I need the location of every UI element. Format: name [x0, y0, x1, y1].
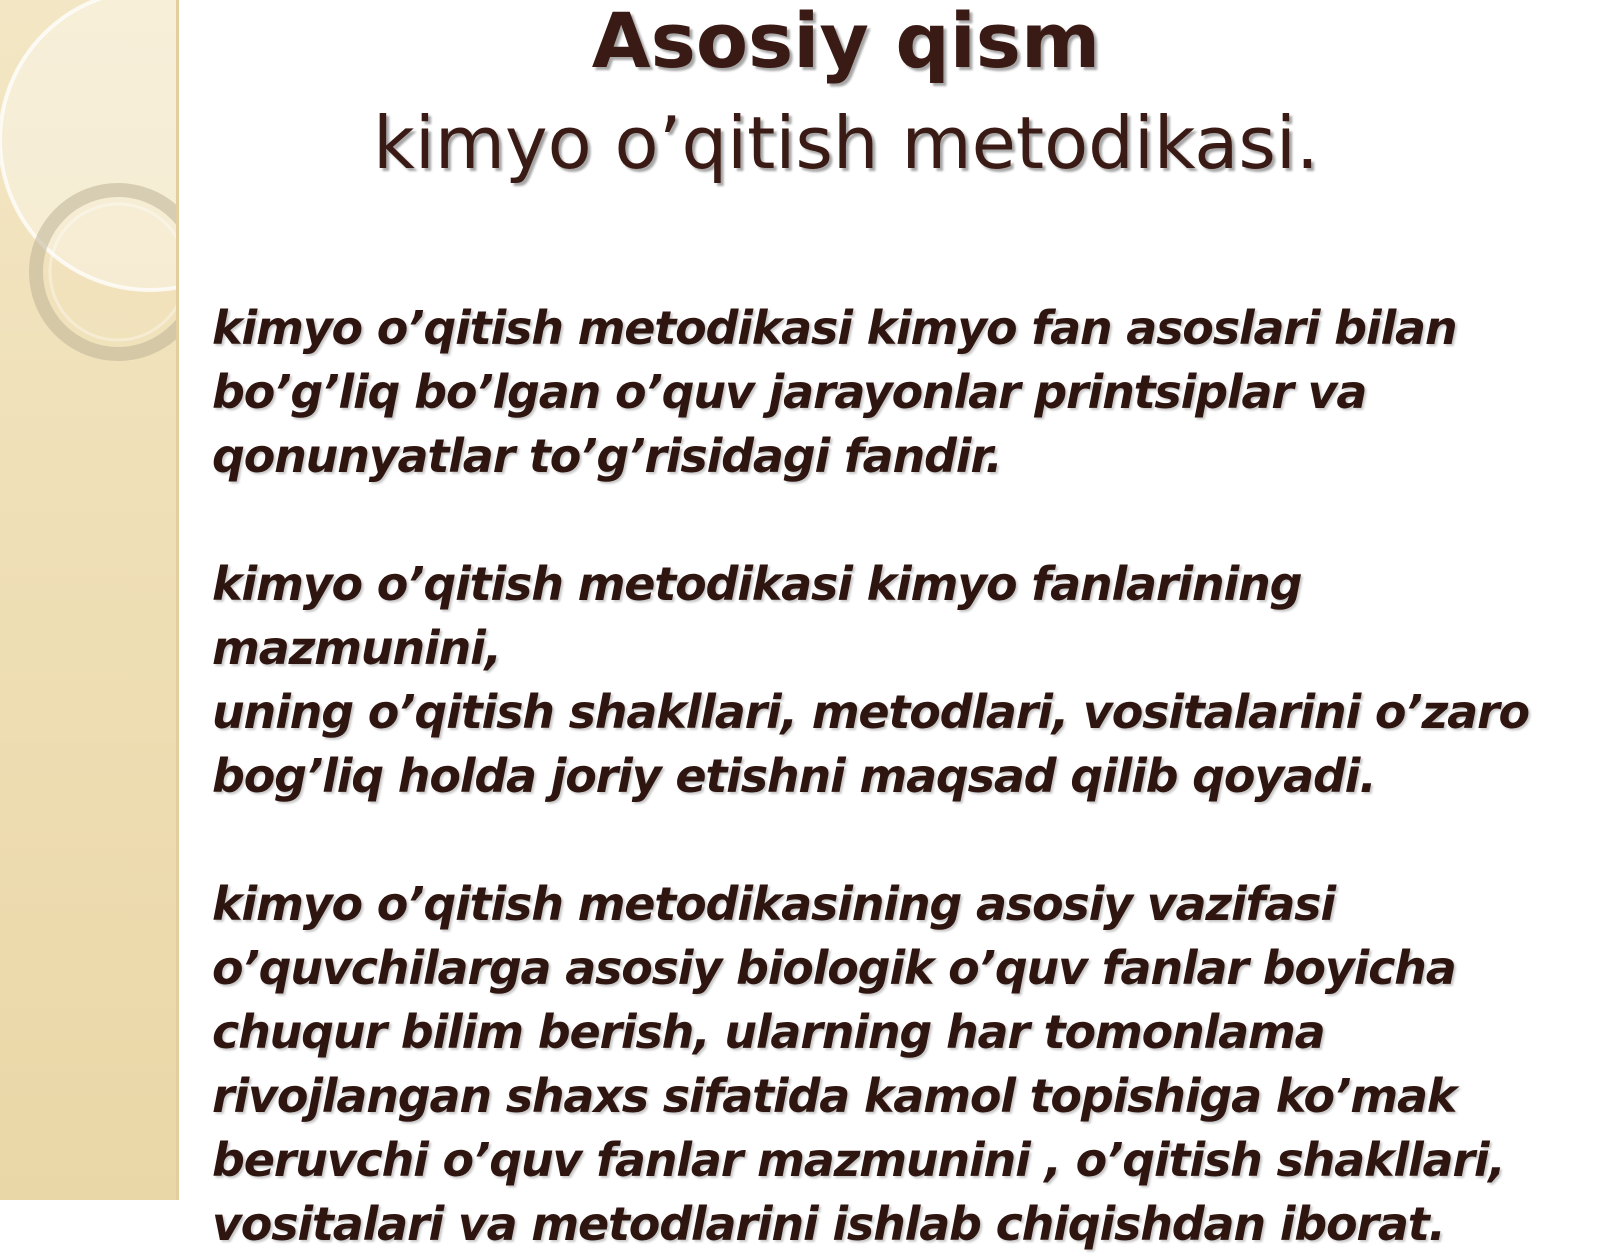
decorative-sidebar: [0, 0, 179, 1200]
body-paragraph-2: kimyo o’qitish metodikasi kimyo fanlarining mazmunini, uning o’qitish shakllari, metodlari, vositalarini o’zaro bog’liq holda joriy etishni maqsad qilib qoyadi.: [212, 557, 1529, 803]
body-paragraph-1: kimyo o’qitish metodikasi kimyo fan asoslari bilan bo’g’liq bo’lgan o’quv jarayonlar printsiplar va qonunyatlar to’g’risidagi fandir.: [212, 301, 1457, 483]
slide-title: Asosiy qism: [591, 0, 1101, 85]
slide-body: [212, 296, 1582, 1256]
body-paragraph-3: kimyo o’qitish metodikasining asosiy vazifasi o’quvchilarga asosiy biologik o’quv fanlar boyicha chuqur bilim berish, ularning har tomonlama rivojlangan shaxs sifatida kamol topishiga ko’mak beruvchi o’quv fanlar mazmunini , o’qitish shakllari, vositalari va metodlarini ishlab chiqishdan iborat.: [212, 877, 1505, 1251]
slide-subtitle: kimyo o’qitish metodikasi.: [373, 101, 1319, 185]
decorative-circles: [0, 0, 176, 1200]
